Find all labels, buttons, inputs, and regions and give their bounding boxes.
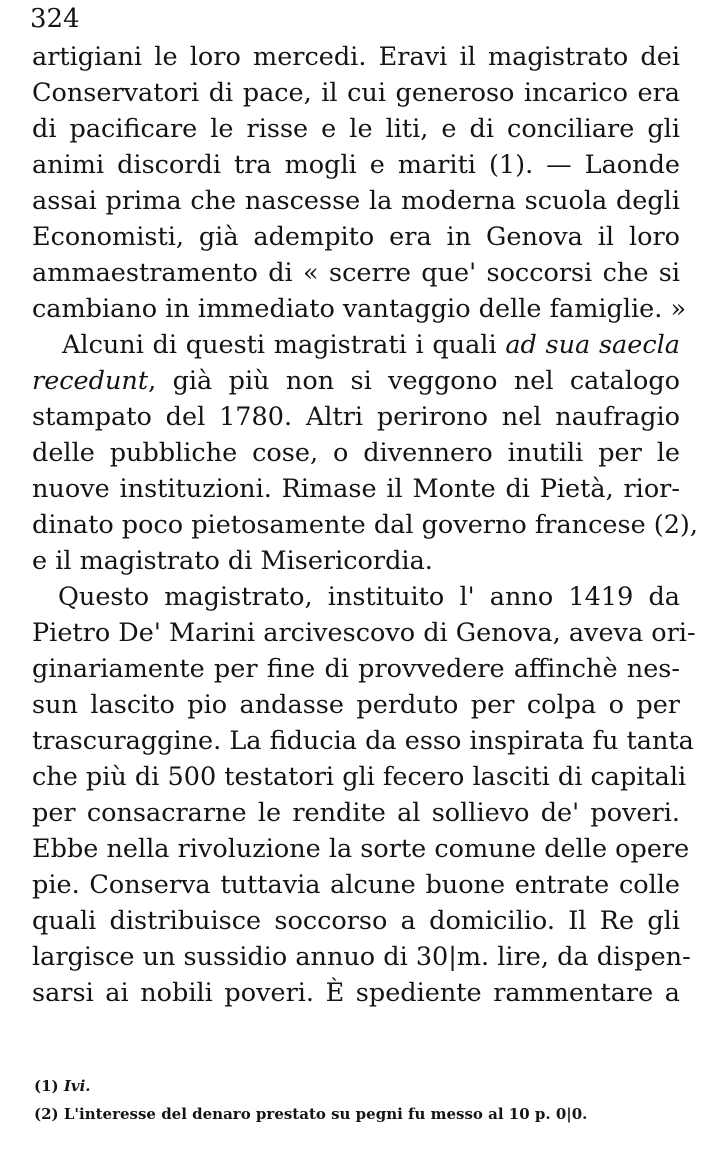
footnotes [34, 1072, 674, 1128]
text-line-9 [32, 327, 680, 363]
text-line-19: sun lascito pio andasse perduto per colpa o per [32, 690, 680, 720]
text-line-2: Conservatori di pace, il cui generoso incarico era [32, 78, 680, 108]
body-text [32, 39, 698, 1011]
text-line-23: Ebbe nella rivoluzione la sorte comune delle opere [32, 834, 690, 864]
footnote-2-text: L'interesse del denaro prestato su pegni fu messo al 10 p. 0|0. [63, 1105, 588, 1123]
text-line-13: nuove instituzioni. Rimase il Monte di Pietà, rior- [32, 474, 680, 504]
text-line-27: sarsi ai nobili poveri. È spediente rammentare a [32, 978, 680, 1008]
text-line-10-italic: recedunt [32, 366, 149, 396]
footnote-1-text: Ivi. [63, 1077, 91, 1095]
text-line-15: e il magistrato di Misericordia. [32, 546, 433, 576]
text-line-10 [32, 363, 680, 399]
footnote-2-mark: (2) [34, 1105, 59, 1123]
text-line-24: pie. Conserva tuttavia alcune buone entrate colle [32, 870, 680, 900]
text-line-18: ginariamente per fine di provvedere affinchè nes- [32, 654, 680, 684]
text-line-1: artigiani le loro mercedi. Eravi il magistrato dei [32, 42, 680, 72]
text-line-26: largisce un sussidio annuo di 30|m. lire, da dispen- [32, 942, 691, 972]
text-line-6: Economisti, già adempito era in Genova il loro [32, 222, 680, 252]
text-line-3: di pacificare le risse e le liti, e di conciliare gli [32, 114, 680, 144]
page-number: 324 [30, 4, 80, 34]
text-line-22: per consacrarne le rendite al sollievo de' poveri. [32, 798, 680, 828]
text-line-9-roman: Alcuni di questi magistrati i quali [62, 330, 506, 360]
footnote-1 [34, 1072, 674, 1100]
text-line-25: quali distribuisce soccorso a domicilio. Il Re gli [32, 906, 680, 936]
text-line-17: Pietro De' Marini arcivescovo di Genova, aveva ori- [32, 618, 696, 648]
text-line-21: che più di 500 testatori gli fecero lasciti di capitali [32, 762, 687, 792]
footnote-2 [34, 1100, 674, 1128]
text-line-5: assai prima che nascesse la moderna scuola degli [32, 186, 680, 216]
text-line-8: cambiano in immediato vantaggio delle famiglie. » [32, 294, 687, 324]
text-line-4: animi discordi tra mogli e mariti (1). — Laonde [32, 150, 680, 180]
text-line-11: stampato del 1780. Altri perirono nel naufragio [32, 402, 680, 432]
footnote-1-mark: (1) [34, 1077, 59, 1095]
text-line-16: Questo magistrato, instituito l' anno 1419 da [58, 582, 680, 612]
text-line-14: dinato poco pietosamente dal governo francese (2), [32, 510, 698, 540]
text-line-12: delle pubbliche cose, o divennero inutili per le [32, 438, 680, 468]
text-line-9-italic: ad sua saecla [505, 330, 680, 360]
text-line-10-roman: , già più non si veggono nel catalogo [148, 366, 680, 396]
text-line-20: trascuraggine. La fiducia da esso inspirata fu tanta [32, 726, 694, 756]
text-line-7: ammaestramento di « scerre que' soccorsi che si [32, 258, 680, 288]
